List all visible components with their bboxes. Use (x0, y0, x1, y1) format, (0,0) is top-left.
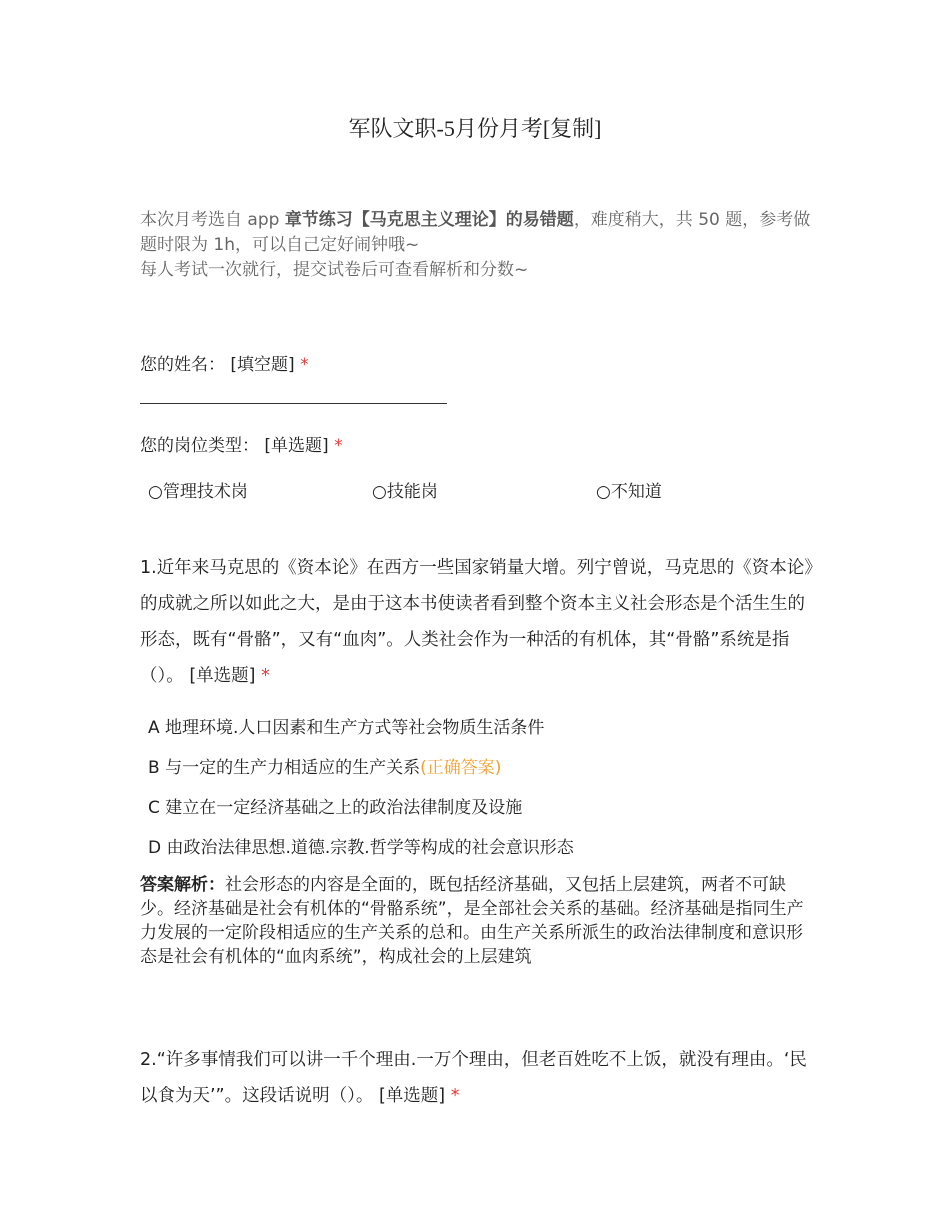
question-type: [单选题] (378, 1086, 446, 1106)
page-title: 军队文职-5月份月考[复制] (348, 116, 602, 141)
question-type: [填空题] (230, 355, 295, 375)
post-question (140, 431, 343, 456)
correct-answer-tag: (正确答案) (420, 758, 502, 778)
option-c[interactable]: C 建立在一定经济基础之上的政治法律制度及设施 (148, 798, 523, 818)
question-2 (140, 1042, 820, 1114)
option-a[interactable]: A 地理环境.人口因素和生产方式等社会物质生活条件 (148, 718, 545, 738)
analysis-text: 社会形态的内容是全面的，既包括经济基础，又包括上层建筑，两者不可缺少。经济基础是社会有机体的“骨骼系统”，是全部社会关系的基础。经济基础是指同生产力发展的一定阶段相适应的生产关系的总和。由生产关系所派生的政治法律制度和意识形态是社会有机体的“血肉系统”，构成社会的上层建筑 (140, 875, 804, 967)
option-d[interactable]: D 由政治法律思想.道德.宗教.哲学等构成的社会意识形态 (148, 838, 574, 858)
intro-part: ，难度稍大，共 50 题，参考做题时限为 1h，可以自己定好闹钟哦~ (140, 210, 811, 255)
required-star: * (261, 666, 270, 686)
intro-part: 本次月考选自 app (140, 210, 285, 230)
post-option[interactable]: ○技能岗 (372, 482, 438, 502)
question-1 (140, 550, 820, 694)
option-b[interactable] (148, 753, 501, 778)
question-type: [单选题] (264, 436, 329, 456)
name-question (140, 350, 309, 375)
required-star: * (300, 355, 309, 375)
post-option[interactable]: ○管理技术岗 (148, 482, 248, 502)
question-label: 您的岗位类型： (140, 436, 259, 456)
intro-line: 每人考试一次就行，提交试卷后可查看解析和分数~ (140, 260, 529, 280)
answer-analysis (140, 873, 812, 969)
required-star: * (334, 436, 343, 456)
option-text: B 与一定的生产力相适应的生产关系 (148, 758, 421, 778)
intro-bold: 章节练习【马克思主义理论】的易错题 (284, 210, 574, 230)
intro-text (140, 208, 820, 283)
question-text: 2.“许多事情我们可以讲一千个理由.一万个理由，但老百姓吃不上饭，就没有理由。‘民以食为天’”。这段话说明（）。 (140, 1050, 807, 1106)
question-text: 1.近年来马克思的《资本论》在西方一些国家销量大增。列宁曾说，马克思的《资本论》的成就之所以如此之大，是由于这本书使读者看到整个资本主义社会形态是个活生生的形态，既有“骨骼”，又有“血肉”。人类社会作为一种活的有机体，其“骨骼”系统是指（）。 (140, 558, 813, 686)
analysis-label: 答案解析： (140, 875, 225, 895)
question-type: [单选题] (189, 666, 256, 686)
name-input[interactable] (140, 403, 447, 404)
post-option[interactable]: ○不知道 (596, 482, 662, 502)
required-star: * (450, 1086, 460, 1106)
question-label: 您的姓名： (140, 355, 225, 375)
